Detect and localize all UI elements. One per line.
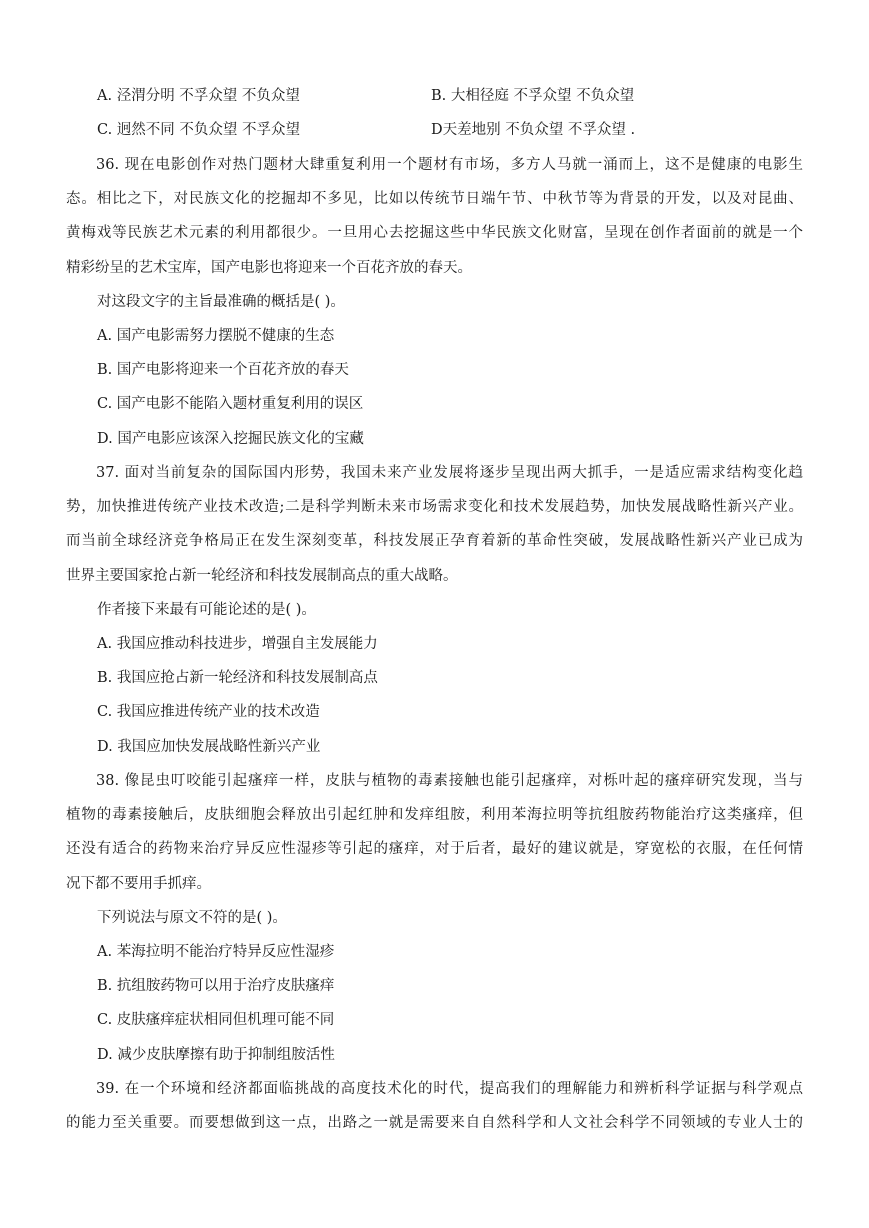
q36-option-b: B. 国产电影将迎来一个百花齐放的春天: [97, 362, 349, 378]
q37-passage-line: 势，加快推进传统产业技术改造;二是科学判断未来市场需求变化和技术发展趋势，加快发展战略性新兴产业。: [66, 499, 803, 516]
q39-passage: [66, 1079, 803, 1147]
q35-option-c: C. 迥然不同 不负众望 不孚众望: [97, 122, 301, 138]
q37-question: 作者接下来最有可能论述的是( )。: [97, 602, 316, 618]
q37-passage-line: 世界主要国家抢占新一轮经济和科技发展制高点的重大战略。: [66, 567, 458, 584]
q38-passage: [66, 771, 803, 908]
q38-passage-line: 况下都不要用手抓痒。: [66, 875, 211, 892]
q38-question: 下列说法与原文不符的是( )。: [97, 910, 287, 926]
q38-passage-line: 还没有适合的药物来治疗异反应性湿疹等引起的瘙痒，对于后者，最好的建议就是，穿宽松的衣服，在任何情: [66, 841, 803, 858]
q37-option-d: D. 我国应加快发展战略性新兴产业: [97, 739, 321, 755]
q36-option-d: D. 国产电影应该深入挖掘民族文化的宝藏: [97, 431, 364, 447]
q35-option-b: B. 大相径庭 不孚众望 不负众望: [431, 88, 635, 104]
q37-passage: [66, 463, 803, 600]
q36-passage-line: 黄梅戏等民族艺术元素的利用都很少。一旦用心去挖掘这些中华民族文化财富，呈现在创作者面前的就是一个: [66, 225, 803, 242]
q38-option-d: D. 减少皮肤摩擦有助于抑制组胺活性: [97, 1047, 335, 1063]
q37-passage-line: 而当前全球经济竞争格局正在发生深刻变革，科技发展正孕育着新的革命性突破，发展战略性新兴产业已成为: [66, 533, 803, 550]
q39-passage-line: 的能力至关重要。而要想做到这一点，出路之一就是需要来自自然科学和人文社会科学不同领域的专业人士的: [66, 1115, 803, 1132]
q36-passage-line: 精彩纷呈的艺术宝库，国产电影也将迎来一个百花齐放的春天。: [66, 259, 472, 276]
q37-option-b: B. 我国应抢占新一轮经济和科技发展制高点: [97, 670, 378, 686]
q36-question: 对这段文字的主旨最准确的概括是( )。: [97, 294, 345, 310]
q38-passage-line: 植物的毒素接触后，皮肤细胞会释放出引起红肿和发痒组胺，利用苯海拉明等抗组胺药物能治疗这类瘙痒，但: [66, 807, 803, 824]
q35-options-row-1: [0, 86, 869, 106]
q38-option-c: C. 皮肤瘙痒症状相同但机理可能不同: [97, 1012, 335, 1028]
q36-passage: [66, 155, 803, 292]
q37-option-c: C. 我国应推进传统产业的技术改造: [97, 704, 320, 720]
q38-option-a: A. 苯海拉明不能治疗特异反应性湿疹: [97, 944, 335, 960]
q37-option-a: A. 我国应推动科技进步，增强自主发展能力: [97, 636, 378, 652]
q36-passage-line: 36. 现在电影创作对热门题材大肆重复利用一个题材有市场，多方人马就一涌而上，这不是健康的电影生: [96, 157, 803, 173]
q38-option-b: B. 抗组胺药物可以用于治疗皮肤瘙痒: [97, 978, 335, 994]
q36-option-c: C. 国产电影不能陷入题材重复利用的误区: [97, 396, 364, 412]
q35-option-a: A. 泾渭分明 不孚众望 不负众望: [97, 88, 300, 104]
q38-passage-line: 38. 像昆虫叮咬能引起瘙痒一样，皮肤与植物的毒素接触也能引起瘙痒，对栎叶起的瘙痒研究发现，当与: [96, 773, 803, 789]
q36-passage-line: 态。相比之下，对民族文化的挖掘却不多见，比如以传统节日端午节、中秋节等为背景的开发，以及对昆曲、: [66, 191, 803, 208]
q39-passage-line: 39. 在一个环境和经济都面临挑战的高度技术化的时代，提高我们的理解能力和辨析科学证据与科学观点: [96, 1081, 803, 1097]
q35-option-d: D天差地别 不负众望 不孚众望 .: [431, 122, 636, 138]
q37-passage-line: 37. 面对当前复杂的国际国内形势，我国未来产业发展将逐步呈现出两大抓手，一是适应需求结构变化趋: [96, 465, 803, 481]
q35-options-row-2: [0, 120, 869, 140]
q36-option-a: A. 国产电影需努力摆脱不健康的生态: [97, 328, 335, 344]
